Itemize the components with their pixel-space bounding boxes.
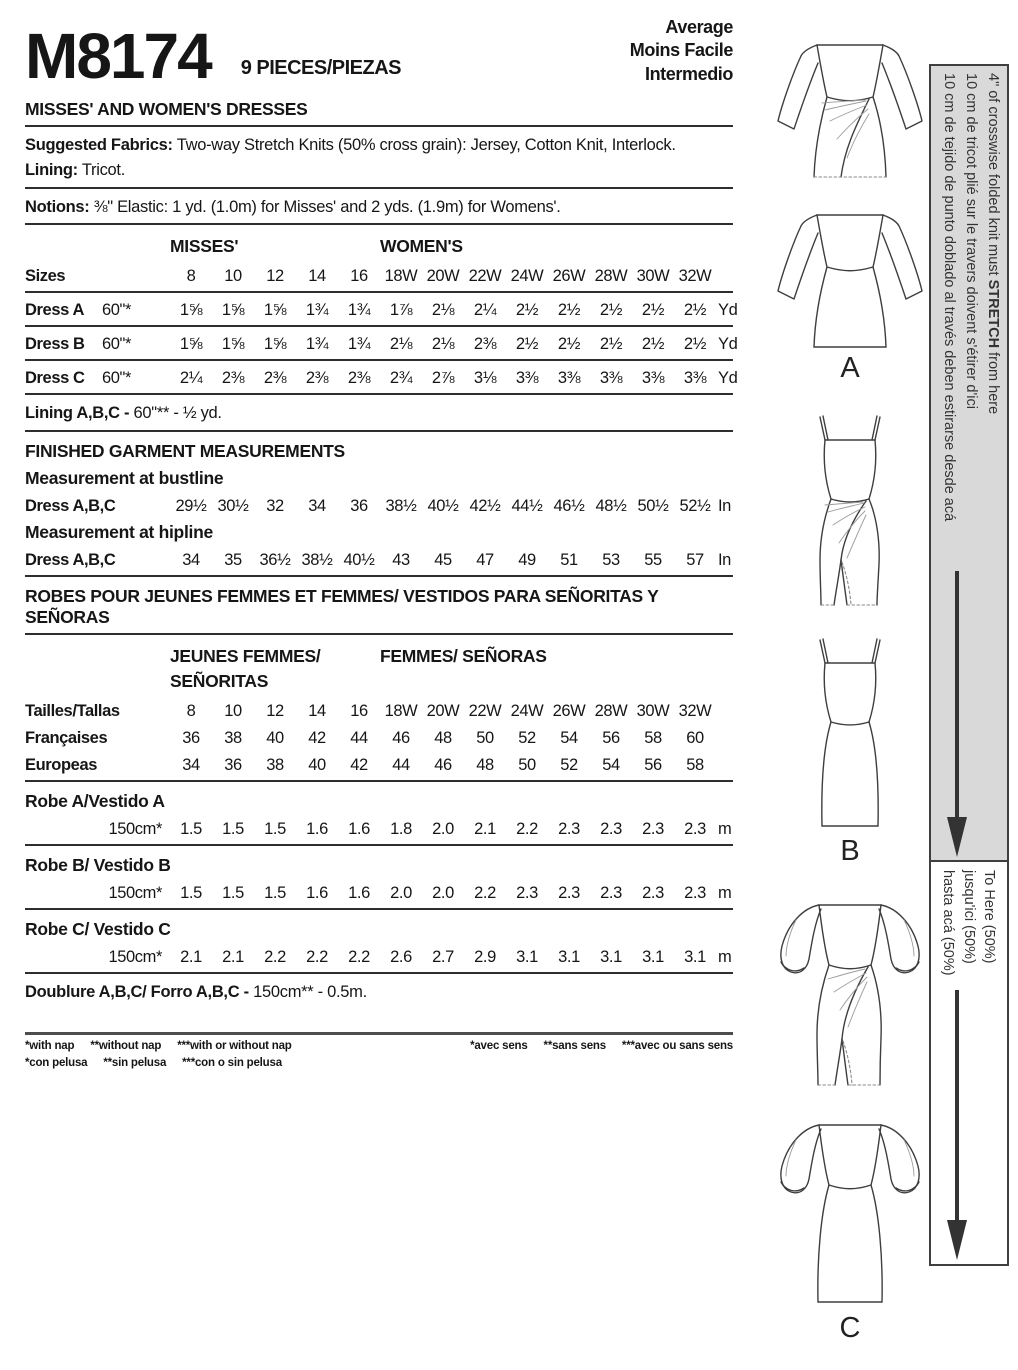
- pattern-info-sheet: [25, 16, 738, 1069]
- divider: [25, 780, 733, 782]
- hip-value: 51: [560, 550, 578, 569]
- metric-value: 2.0: [432, 884, 454, 903]
- bust-value: 42½: [469, 496, 501, 515]
- lining-note-label: Lining A,B,C -: [25, 404, 130, 423]
- yardage-value: 1¾: [347, 335, 371, 354]
- row-label: Dress A: [25, 301, 84, 320]
- stretch-gauge-down-arrow-icon: [943, 571, 971, 859]
- hip-value: 55: [644, 550, 662, 569]
- hip-value: 36½: [259, 550, 291, 569]
- size-value: 44: [392, 756, 410, 775]
- hip-value: 34: [182, 550, 200, 569]
- size-value: 14: [308, 267, 326, 286]
- bust-value: 46½: [553, 496, 585, 515]
- europeas-values: [170, 756, 716, 775]
- view-c-label: C: [839, 1312, 861, 1344]
- size-value: 34: [182, 756, 200, 775]
- size-value: 30W: [636, 702, 670, 721]
- metric-value: 2.3: [642, 884, 664, 903]
- divider: [25, 187, 733, 189]
- yardage-value: 2¾: [389, 369, 413, 388]
- robe-b-heading: Robe B/ Vestido B: [25, 855, 171, 876]
- metric-value: 2.6: [390, 948, 412, 967]
- yardage-value: 2⅜: [347, 369, 371, 388]
- row-label: Dress C: [25, 369, 85, 388]
- metric-value: 3.1: [558, 948, 580, 967]
- metric-values: [170, 820, 716, 839]
- yardage-value: 2½: [641, 335, 665, 354]
- divider: [25, 430, 733, 432]
- size-value: 28W: [594, 267, 628, 286]
- metric-value: 2.2: [306, 948, 328, 967]
- yardage-value: 2⅞: [431, 369, 455, 388]
- francaises-values: [170, 729, 716, 748]
- unit-label: m: [718, 820, 732, 839]
- notions-line: [25, 196, 733, 218]
- pattern-number: M8174: [25, 20, 211, 93]
- stretch-instruction-spanish: 10 cm de tejido de punto doblado al través deben estirarse desde acá: [941, 73, 958, 522]
- fabric-width: 150cm*: [108, 884, 162, 903]
- bust-value: 32: [266, 496, 284, 515]
- yardage-value: 1⅝: [179, 335, 203, 354]
- size-value: 26W: [552, 702, 586, 721]
- yardage-value: 1⅞: [389, 301, 413, 320]
- hip-value: 47: [476, 550, 494, 569]
- fabric-width: 150cm*: [108, 820, 162, 839]
- size-value: 8: [186, 702, 196, 721]
- footnotes-row-1: [25, 1040, 733, 1052]
- size-value: 38: [266, 756, 284, 775]
- size-value: 36: [182, 729, 200, 748]
- bust-value: 52½: [679, 496, 711, 515]
- size-value: 10: [224, 267, 242, 286]
- metric-value: 3.1: [684, 948, 706, 967]
- hip-value: 40½: [343, 550, 375, 569]
- size-value: 50: [518, 756, 536, 775]
- divider: [25, 844, 733, 846]
- bustline-heading: Measurement at bustline: [25, 467, 224, 488]
- robe-a-metric-row: [25, 820, 733, 839]
- footnote: **sin pelusa: [103, 1056, 167, 1069]
- metric-value: 2.3: [516, 884, 538, 903]
- footnote: ***avec ou sans sens: [621, 1039, 733, 1052]
- dress-c-back-illustration: [770, 1112, 930, 1307]
- bust-value: 44½: [511, 496, 543, 515]
- size-value: 60: [686, 729, 704, 748]
- bust-value: 29½: [175, 496, 207, 515]
- yardage-value: 2½: [599, 335, 623, 354]
- dress-b-yardage-row: [25, 335, 738, 354]
- size-value: 20W: [426, 702, 460, 721]
- dress-c-front-illustration: [770, 892, 930, 1092]
- size-value: 46: [392, 729, 410, 748]
- robe-b-metric-row: [25, 884, 733, 903]
- yardage-value: 2⅛: [389, 335, 413, 354]
- size-value: 12: [266, 267, 284, 286]
- yardage-value: 3⅜: [641, 369, 665, 388]
- yardage-value: 1¾: [347, 301, 371, 320]
- metric-value: 1.5: [264, 884, 286, 903]
- size-value: 56: [602, 729, 620, 748]
- footnote: ***con o sin pelusa: [182, 1056, 282, 1069]
- size-value: 16: [350, 267, 368, 286]
- size-value: 48: [434, 729, 452, 748]
- size-value: 12: [266, 702, 284, 721]
- size-value: 56: [644, 756, 662, 775]
- yardage-value: 2½: [599, 301, 623, 320]
- yardage-values: [170, 301, 716, 320]
- doublure-text: 150cm** - 0.5m.: [248, 983, 367, 1002]
- sizes-label: Sizes: [25, 267, 66, 286]
- bust-values: [170, 497, 716, 516]
- size-value: 40: [308, 756, 326, 775]
- notions-text: ⅜" Elastic: 1 yd. (1.0m) for Misses' and 2 yds. (1.9m) for Womens'.: [89, 197, 561, 216]
- to-here-line: jusqu'ici (50%): [960, 870, 977, 964]
- size-value: 20W: [426, 267, 460, 286]
- stretch-gauge-down-arrow-icon: [943, 990, 971, 1262]
- misses-group-label: MISSES': [170, 235, 239, 256]
- size-value: 36: [224, 756, 242, 775]
- robe-c-metric-row: [25, 948, 733, 967]
- dress-a-back-illustration: [770, 200, 930, 352]
- metric-value: 2.9: [474, 948, 496, 967]
- dress-a-yardage-row: [25, 301, 738, 320]
- size-value: 14: [308, 702, 326, 721]
- metric-value: 1.6: [348, 884, 370, 903]
- dress-b-back-illustration: [770, 635, 930, 835]
- metric-value: 2.3: [558, 820, 580, 839]
- size-value: 32W: [678, 702, 712, 721]
- stretch-instruction-french: 10 cm de tricot plié sur le travers doivent s'étirer d'ici: [963, 73, 980, 409]
- bust-value: 34: [308, 496, 326, 515]
- divider: [25, 575, 733, 577]
- yardage-value: 2½: [515, 335, 539, 354]
- footnotes-spanish: [25, 1057, 282, 1069]
- yardage-value: 2½: [557, 335, 581, 354]
- yardage-value: 3⅜: [515, 369, 539, 388]
- yardage-value: 2½: [641, 301, 665, 320]
- footnote: **sans sens: [543, 1039, 606, 1052]
- yardage-value: 3⅜: [599, 369, 623, 388]
- size-value: 18W: [384, 702, 418, 721]
- size-value: 38: [224, 729, 242, 748]
- lining-note-text: 60"** - ½ yd.: [129, 404, 222, 423]
- hip-values: [170, 551, 716, 570]
- yardage-value: 2⅜: [473, 335, 497, 354]
- suggested-fabrics-line: [25, 134, 733, 156]
- metric-group-header: [25, 644, 733, 695]
- metric-value: 2.2: [348, 948, 370, 967]
- dress-a-front-illustration: [770, 30, 930, 182]
- header: [25, 16, 733, 93]
- dress-c-yardage-row: [25, 369, 738, 388]
- size-value: 46: [434, 756, 452, 775]
- size-value: 24W: [510, 702, 544, 721]
- size-value: 16: [350, 702, 368, 721]
- yardage-value: 2½: [515, 301, 539, 320]
- view-a-label: A: [840, 352, 860, 384]
- metric-value: 2.3: [642, 820, 664, 839]
- yardage-values: [170, 335, 716, 354]
- notions-label: Notions:: [25, 197, 90, 216]
- hip-value: 35: [224, 550, 242, 569]
- page-title: MISSES' AND WOMEN'S DRESSES: [25, 99, 308, 120]
- footnote: *avec sens: [470, 1039, 528, 1052]
- dress-b-front-illustration: [770, 412, 930, 612]
- size-value: 52: [518, 729, 536, 748]
- yardage-value: 1⅝: [221, 335, 245, 354]
- yardage-value: 2⅜: [221, 369, 245, 388]
- fabric-width: 60"*: [102, 301, 132, 320]
- metric-value: 1.5: [180, 820, 202, 839]
- divider: [25, 325, 733, 327]
- difficulty-ratings: [630, 16, 733, 87]
- bust-value: 36: [350, 496, 368, 515]
- metric-value: 2.2: [516, 820, 538, 839]
- footnote: *con pelusa: [25, 1056, 88, 1069]
- yardage-value: 2½: [557, 301, 581, 320]
- size-value: 32W: [678, 267, 712, 286]
- doublure-note: [25, 981, 733, 1003]
- footnotes-row-2: [25, 1057, 733, 1069]
- lining-label: Lining:: [25, 161, 78, 180]
- metric-value: 2.1: [180, 948, 202, 967]
- size-value: 48: [476, 756, 494, 775]
- metric-value: 2.0: [432, 820, 454, 839]
- metric-section-heading: ROBES POUR JEUNES FEMMES ET FEMMES/ VESTIDOS PARA SEÑORITAS Y SEÑORAS: [25, 585, 659, 627]
- row-label: Dress A,B,C: [25, 550, 116, 569]
- unit-label: In: [718, 550, 731, 569]
- footnotes-french: [470, 1040, 733, 1052]
- sizes-row: [25, 267, 733, 286]
- stretch-gauge-lower-box: [929, 860, 1009, 1266]
- size-value: 26W: [552, 267, 586, 286]
- view-b-label: B: [840, 835, 860, 867]
- suggested-fabrics-text: Two-way Stretch Knits (50% cross grain): Jersey, Cotton Knit, Interlock.: [172, 136, 676, 155]
- suggested-fabrics-label: Suggested Fabrics:: [25, 136, 173, 155]
- unit-label: Yd: [718, 335, 738, 354]
- metric-value: 1.5: [222, 884, 244, 903]
- metric-value: 1.6: [306, 884, 328, 903]
- difficulty-line: Intermedio: [644, 63, 733, 84]
- divider: [25, 393, 733, 395]
- metric-value: 1.5: [264, 820, 286, 839]
- size-value: 22W: [468, 702, 502, 721]
- stretch-instruction-english: 4" of crosswise folded knit must STRETCH from here: [985, 73, 1001, 415]
- tailles-row: [25, 702, 733, 721]
- to-here-line: To Here (50%): [981, 870, 997, 964]
- difficulty-line: Average: [665, 17, 733, 37]
- metric-value: 2.3: [684, 884, 706, 903]
- metric-value: 2.3: [600, 884, 622, 903]
- metric-values: [170, 884, 716, 903]
- metric-value: 1.8: [390, 820, 412, 839]
- row-label: Dress A,B,C: [25, 496, 116, 515]
- divider: [25, 908, 733, 910]
- divider: [25, 291, 733, 293]
- footnote: ***with or without nap: [177, 1039, 292, 1052]
- yardage-values: [170, 369, 716, 388]
- size-value: 42: [308, 729, 326, 748]
- divider: [25, 633, 733, 635]
- yardage-value: 1⅝: [263, 301, 287, 320]
- pieces-count: 9 PIECES/PIEZAS: [240, 57, 402, 80]
- bust-value: 38½: [385, 496, 417, 515]
- metric-value: 3.1: [516, 948, 538, 967]
- unit-label: Yd: [718, 301, 738, 320]
- yardage-value: 2½: [683, 301, 707, 320]
- europeas-row: [25, 756, 733, 775]
- size-value: 40: [266, 729, 284, 748]
- metric-value: 1.5: [222, 820, 244, 839]
- metric-value: 1.5: [180, 884, 202, 903]
- stretch-gauge-upper-box: [929, 64, 1009, 862]
- metric-value: 2.3: [600, 820, 622, 839]
- footnotes-english: [25, 1040, 292, 1052]
- hip-value: 49: [518, 550, 536, 569]
- size-value: 44: [350, 729, 368, 748]
- jeunes-femmes-label: JEUNES FEMMES/ SEÑORITAS: [170, 645, 321, 691]
- row-label: Tailles/Tallas: [25, 702, 120, 721]
- yardage-value: 1¾: [305, 335, 329, 354]
- hip-value: 43: [392, 550, 410, 569]
- tailles-values: [170, 702, 716, 721]
- yardage-value: 2⅛: [431, 301, 455, 320]
- metric-value: 2.2: [474, 884, 496, 903]
- size-value: 10: [224, 702, 242, 721]
- yardage-value: 2¼: [179, 369, 203, 388]
- robe-c-heading: Robe C/ Vestido C: [25, 919, 171, 940]
- doublure-label: Doublure A,B,C/ Forro A,B,C -: [25, 983, 249, 1002]
- yardage-value: 2½: [683, 335, 707, 354]
- yardage-value: 1⅝: [221, 301, 245, 320]
- footnote: **without nap: [90, 1039, 162, 1052]
- size-value: 58: [686, 756, 704, 775]
- bust-value: 50½: [637, 496, 669, 515]
- divider: [25, 359, 733, 361]
- row-label: Françaises: [25, 729, 108, 748]
- hip-value: 57: [686, 550, 704, 569]
- metric-value: 3.1: [600, 948, 622, 967]
- finished-measurements-heading: FINISHED GARMENT MEASUREMENTS: [25, 440, 345, 461]
- fabric-width: 150cm*: [108, 948, 162, 967]
- unit-label: m: [718, 948, 732, 967]
- yardage-value: 3⅜: [557, 369, 581, 388]
- francaises-row: [25, 729, 733, 748]
- lining-line: [25, 159, 733, 181]
- divider: [25, 223, 733, 225]
- row-label: Europeas: [25, 756, 97, 775]
- yardage-value: 2⅛: [431, 335, 455, 354]
- size-value: 8: [186, 267, 196, 286]
- size-value: 24W: [510, 267, 544, 286]
- yardage-value: 3⅛: [473, 369, 497, 388]
- size-value: 22W: [468, 267, 502, 286]
- metric-value: 3.1: [642, 948, 664, 967]
- size-value: 58: [644, 729, 662, 748]
- size-value: 50: [476, 729, 494, 748]
- metric-value: 1.6: [306, 820, 328, 839]
- row-label: Dress B: [25, 335, 85, 354]
- bust-value: 48½: [595, 496, 627, 515]
- hipline-row: [25, 551, 733, 570]
- robe-a-heading: Robe A/Vestido A: [25, 791, 165, 812]
- difficulty-line: Moins Facile: [629, 40, 733, 61]
- size-value: 28W: [594, 702, 628, 721]
- metric-value: 2.3: [684, 820, 706, 839]
- hip-value: 53: [602, 550, 620, 569]
- unit-label: In: [718, 496, 731, 515]
- metric-value: 2.1: [474, 820, 496, 839]
- yardage-value: 1⅝: [179, 301, 203, 320]
- womens-group-label: WOMEN'S: [380, 235, 463, 256]
- divider: [25, 972, 733, 974]
- hip-value: 45: [434, 550, 452, 569]
- size-value: 18W: [384, 267, 418, 286]
- stretch-gauge: [929, 64, 1009, 1266]
- yardage-value: 2⅜: [305, 369, 329, 388]
- bust-value: 40½: [427, 496, 459, 515]
- yardage-value: 1¾: [305, 301, 329, 320]
- to-here-line: hasta acá (50%): [940, 870, 957, 976]
- lining-text: Tricot.: [77, 161, 125, 180]
- size-value: 54: [560, 729, 578, 748]
- bust-value: 30½: [217, 496, 249, 515]
- yardage-group-header: [25, 234, 733, 259]
- yardage-value: 3⅜: [683, 369, 707, 388]
- bustline-row: [25, 497, 733, 516]
- divider: [25, 125, 733, 127]
- size-value: 54: [602, 756, 620, 775]
- yardage-value: 2¼: [473, 301, 497, 320]
- metric-value: 2.1: [222, 948, 244, 967]
- lining-note: [25, 402, 733, 424]
- metric-value: 2.3: [558, 884, 580, 903]
- metric-value: 2.0: [390, 884, 412, 903]
- unit-label: m: [718, 884, 732, 903]
- hip-value: 38½: [301, 550, 333, 569]
- fabric-width: 60"*: [102, 335, 132, 354]
- yardage-value: 2⅜: [263, 369, 287, 388]
- size-values: [170, 267, 716, 286]
- footnote: *with nap: [25, 1039, 75, 1052]
- metric-value: 1.6: [348, 820, 370, 839]
- fabric-width: 60"*: [102, 369, 132, 388]
- size-value: 30W: [636, 267, 670, 286]
- hipline-heading: Measurement at hipline: [25, 521, 213, 542]
- metric-values: [170, 948, 716, 967]
- yardage-value: 1⅝: [263, 335, 287, 354]
- femmes-senoras-label: FEMMES/ SEÑORAS: [380, 645, 547, 666]
- footnote-divider: [25, 1032, 733, 1035]
- size-value: 42: [350, 756, 368, 775]
- unit-label: Yd: [718, 369, 738, 388]
- metric-value: 2.2: [264, 948, 286, 967]
- size-value: 52: [560, 756, 578, 775]
- metric-value: 2.7: [432, 948, 454, 967]
